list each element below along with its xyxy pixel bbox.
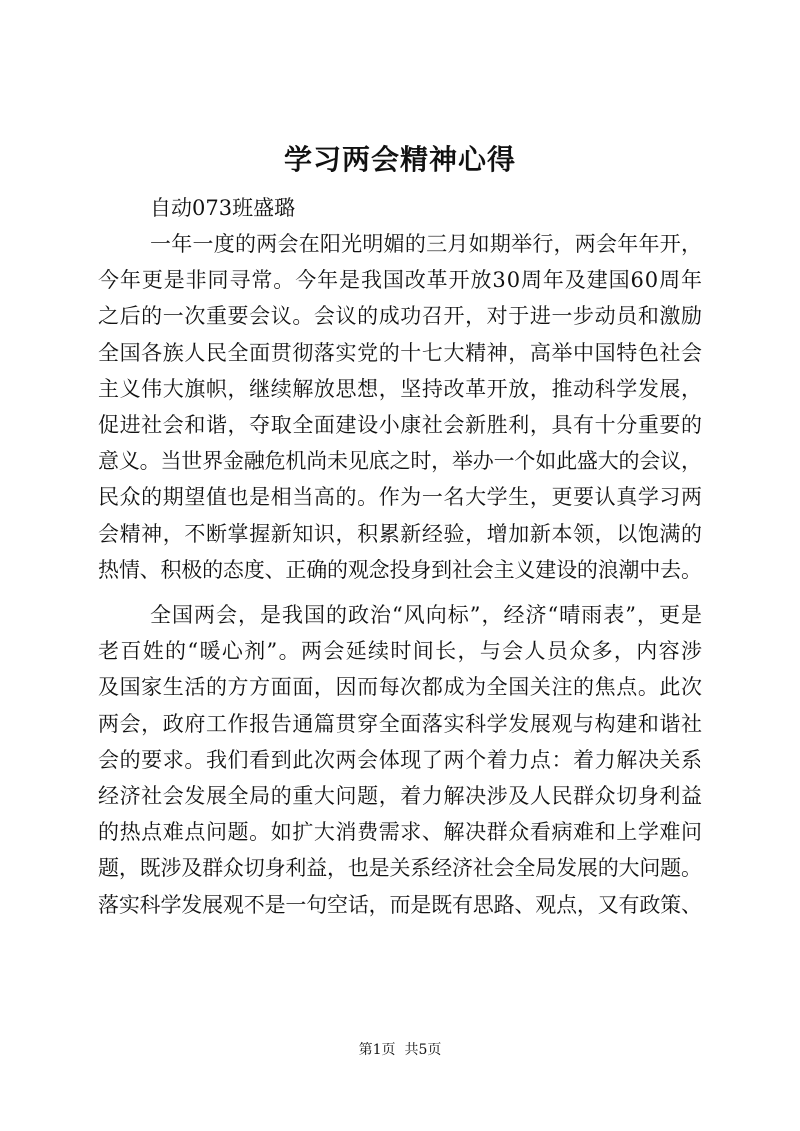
body-line: 题，既涉及群众切身利益，也是关系经济社会全局发展的大问题。: [98, 856, 702, 881]
body-line: 两会，政府工作报告通篇贯穿全面落实科学发展观与构建和谐社: [98, 711, 703, 736]
body-line: 及国家生活的方方面面，因而每次都成为全国关注的焦点。此次: [98, 675, 703, 700]
body-line: 民众的期望值也是相当高的。作为一名大学生，更要认真学习两: [98, 485, 703, 510]
body-line: 今年更是非同寻常。今年是我国改革开放30周年及建国60周年: [98, 268, 703, 293]
body-line: 意义。当世界金融危机尚未见底之时，举办一个如此盛大的会议，: [98, 449, 702, 474]
body-line: 主义伟大旗帜，继续解放思想，坚持改革开放，推动科学发展，: [98, 376, 703, 401]
body-line: 落实科学发展观不是一句空话，而是既有思路、观点，又有政策、: [98, 892, 702, 917]
body-line: 全国两会，是我国的政治“风向标”，经济“晴雨表”，更是: [150, 603, 703, 627]
document-title: 学习两会精神心得: [283, 143, 516, 176]
body-line: 会精神，不断掌握新知识，积累新经验，增加新本领，以饱满的: [98, 521, 703, 546]
body-line: 全国各族人民全面贯彻落实党的十七大精神，高举中国特色社会: [98, 340, 703, 365]
body-line: 促进社会和谐，夺取全面建设小康社会新胜利，具有十分重要的: [98, 413, 703, 437]
body-line: 经济社会发展全局的重大问题，着力解决涉及人民群众切身利益: [98, 784, 703, 808]
body-line: 一年一度的两会在阳光明媚的三月如期举行，两会年年开，: [150, 232, 703, 256]
body-line: 之后的一次重要会议。会议的成功召开，对于进一步动员和激励: [98, 304, 703, 329]
body-line: 老百姓的“暖心剂”。两会延续时间长，与会人员众多，内容涉: [98, 639, 704, 664]
body-line: 的热点难点问题。如扩大消费需求、解决群众看病难和上学难问: [98, 820, 703, 845]
body-line: 会的要求。我们看到此次两会体现了两个着力点：着力解决关系: [98, 747, 703, 772]
author-line: 自动073班盛璐: [150, 196, 296, 220]
page-footer: 第1页 共5页: [358, 1042, 442, 1058]
body-line: 热情、积极的态度、正确的观念投身到社会主义建设的浪潮中去。: [98, 557, 702, 582]
